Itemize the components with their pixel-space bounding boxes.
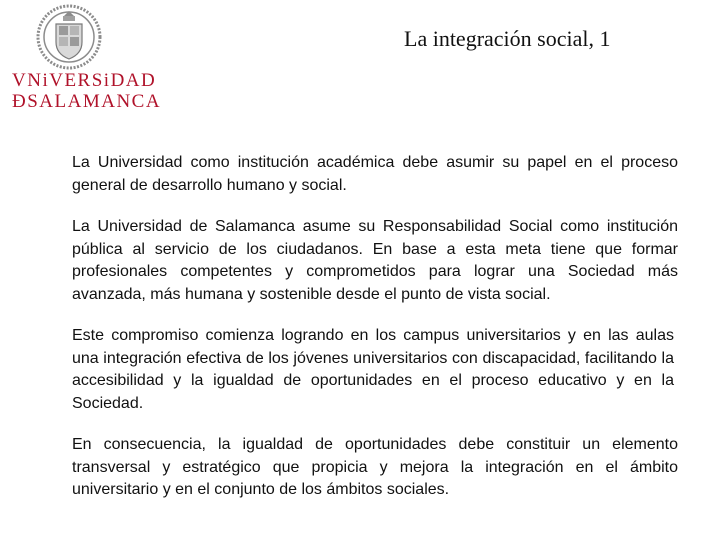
slide-body: [72, 152, 678, 502]
logo-line-2: ÐSALAMANCA: [12, 91, 162, 112]
university-seal-icon: [36, 4, 102, 70]
paragraph-3: Este compromiso comienza logrando en los campus universitarios y en las aulas una integración efectiva de los jóvenes universitarios con discapacidad, facilitando la accesibilidad y la igualdad de oportunidades en el proceso educativo y en la Sociedad.: [72, 327, 674, 412]
slide-title: La integración social, 1: [404, 26, 611, 51]
university-logo: [12, 70, 161, 112]
paragraph-4: En consecuencia, la igualdad de oportunidades debe constituir un elemento transversal y estratégico que propicia y mejora la integración en el ámbito universitario y en el conjunto de los ámbitos sociales.: [72, 436, 678, 498]
paragraph-1: La Universidad como institución académica debe asumir su papel en el proceso general de desarrollo humano y social.: [72, 154, 678, 194]
logo-line-1: VNiVERSiDAD: [12, 70, 157, 91]
paragraph-2: La Universidad de Salamanca asume su Responsabilidad Social como institución pública al servicio de los ciudadanos. En base a esta meta tiene que formar profesionales competentes y comprometidos para lograr una Sociedad más avanzada, más humana y sostenible desde el punto de vista social.: [72, 218, 678, 303]
